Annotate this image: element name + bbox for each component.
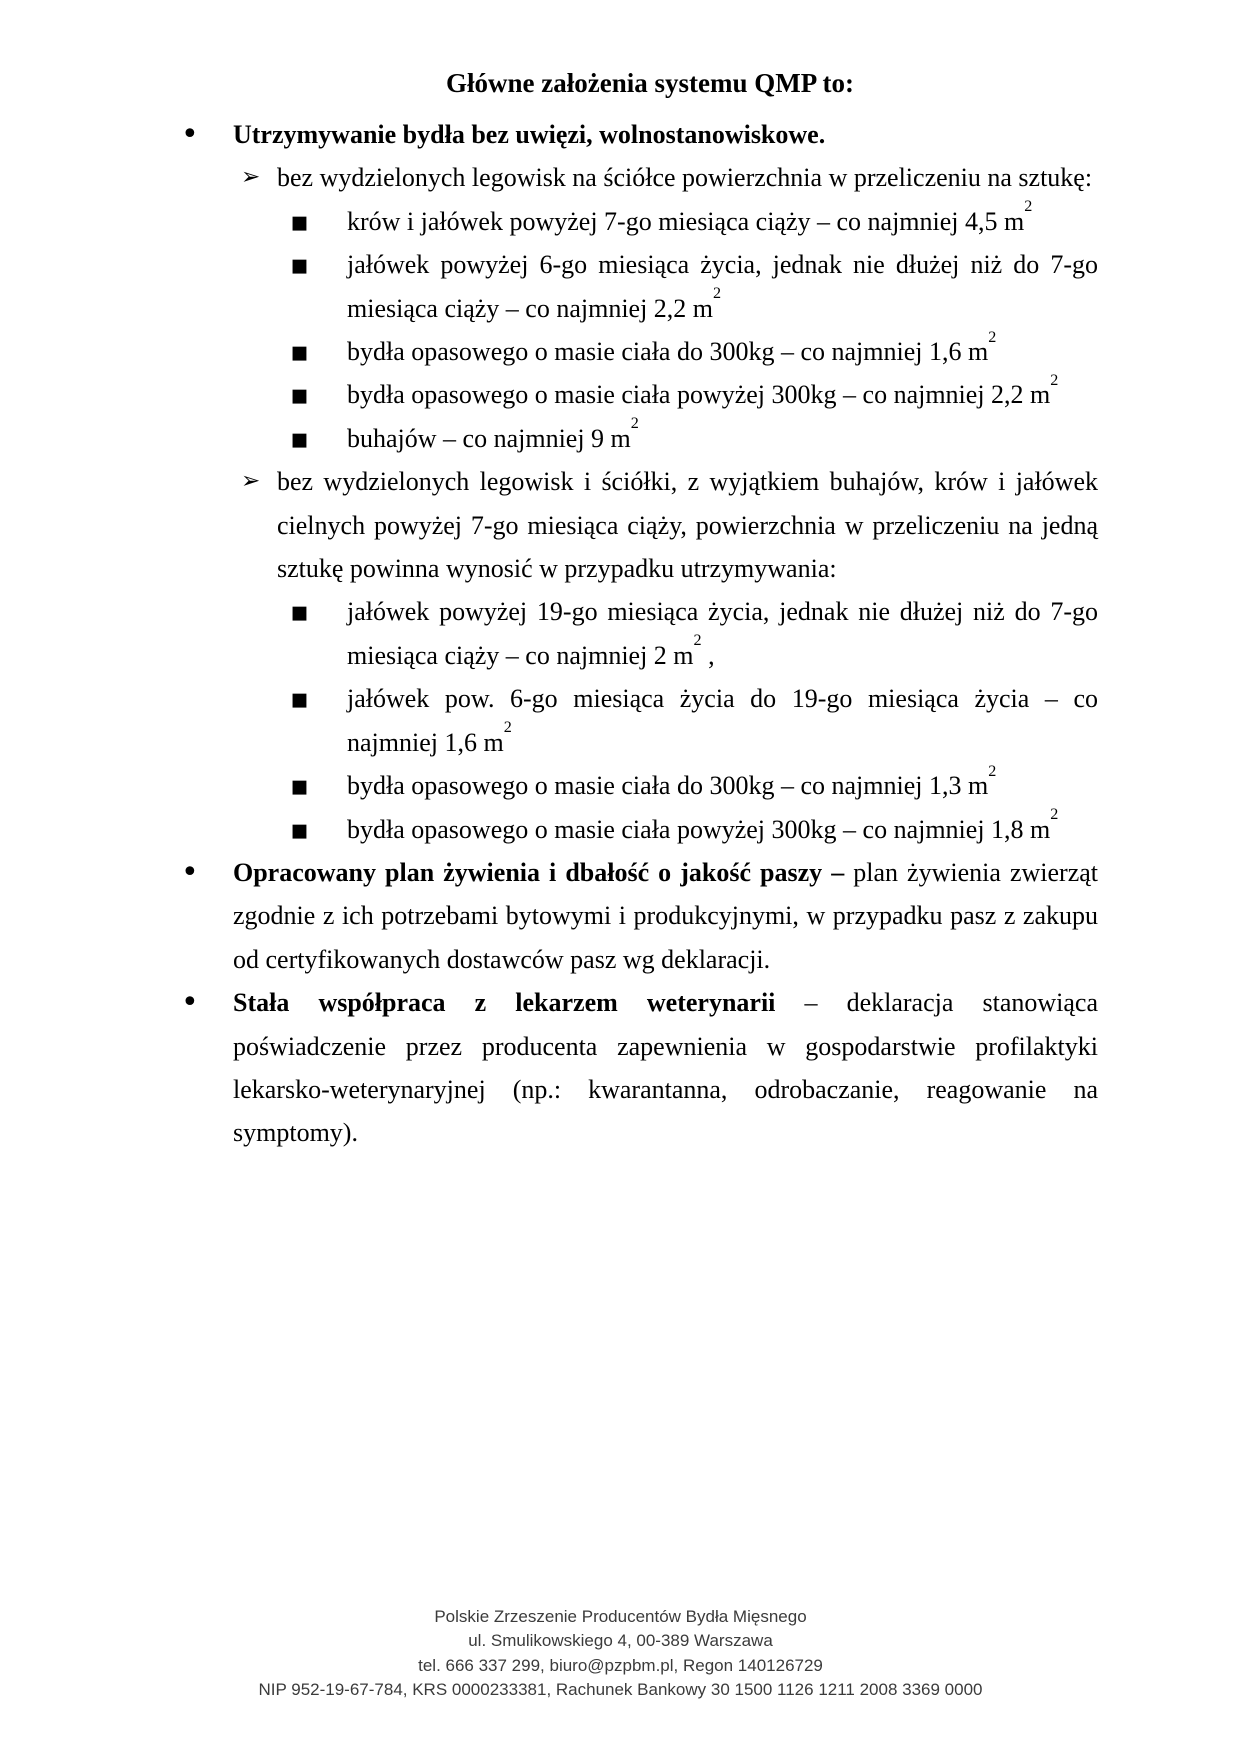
- list-item-text: [347, 198, 1033, 236]
- bullet-square-icon: ▪: [290, 378, 309, 412]
- bullet-square-icon: ▪: [290, 682, 309, 716]
- superscript-text: 2: [988, 762, 997, 780]
- bullet-square-icon: ▪: [290, 248, 309, 282]
- list-item: [290, 805, 1098, 851]
- text-segment: jałówek powyżej 6-go miesiąca życia, jednak nie dłużej niż do 7-go miesiąca ciąży – co najmniej 2,2 m: [347, 250, 1098, 323]
- list-item: [181, 851, 1098, 981]
- list-item: [241, 460, 1098, 590]
- list-item: [290, 328, 1098, 373]
- list-item: [290, 243, 1098, 330]
- superscript-text: 2: [713, 285, 722, 303]
- text-segment: jałówek powyżej 19-go miesiąca życia, jednak nie dłużej niż do 7-go miesiąca ciąży – co najmniej 2 m: [347, 597, 1098, 670]
- superscript-text: 2: [1050, 805, 1059, 823]
- list-item: [181, 981, 1098, 1155]
- list-item-text: [347, 805, 1059, 844]
- bullet-arrow-icon: ➢: [241, 164, 261, 191]
- bullet-square-icon: ▪: [290, 769, 309, 803]
- list-item: [290, 677, 1098, 764]
- list-item-text: [347, 597, 1098, 669]
- bullet-square-icon: ▪: [290, 812, 309, 846]
- text-segment: ,: [701, 640, 715, 670]
- text-segment: Stała współpraca z lekarzem weterynarii: [233, 988, 776, 1018]
- bullet-disc-icon: •: [181, 854, 199, 890]
- text-segment: bydła opasowego o masie ciała powyżej 300kg – co najmniej 1,8 m: [347, 814, 1051, 844]
- superscript-text: 2: [630, 415, 639, 433]
- list-item: [241, 156, 1098, 199]
- list-item-text: [347, 762, 997, 801]
- list-item-text: [233, 988, 1098, 1147]
- list-item-text: [277, 163, 1092, 192]
- list-item-text: [233, 858, 1098, 974]
- bullet-square-icon: ▪: [290, 204, 309, 238]
- superscript-text: 2: [693, 632, 702, 650]
- text-segment: buhajów – co najmniej 9 m: [347, 423, 631, 453]
- list-item: [290, 590, 1098, 677]
- bullet-arrow-icon: ➢: [241, 468, 261, 495]
- list-item-text: [347, 415, 639, 453]
- list-item: [290, 415, 1098, 460]
- list-item-text: [233, 120, 825, 149]
- list-item: [290, 371, 1098, 416]
- list-item: [290, 198, 1098, 243]
- list-item-text: [277, 467, 1098, 583]
- text-segment: bydła opasowego o masie ciała do 300kg – co najmniej 1,3 m: [347, 771, 989, 801]
- text-segment: bydła opasowego o masie ciała do 300kg – co najmniej 1,6 m: [347, 337, 989, 367]
- footer-line-registry: NIP 952-19-67-784, KRS 0000233381, Rachunek Bankowy 30 1500 1126 1211 2008 3369 0000: [258, 1680, 983, 1700]
- footer-line-contact: tel. 666 337 299, biuro@pzpbm.pl, Regon 140126729: [418, 1655, 823, 1675]
- superscript-text: 2: [1050, 371, 1059, 389]
- footer-line-organization: Polskie Zrzeszenie Producentów Bydła Mięsnego: [434, 1606, 807, 1626]
- bullet-disc-icon: •: [181, 985, 199, 1021]
- bullet-square-icon: ▪: [290, 421, 309, 455]
- text-segment: bydła opasowego o masie ciała powyżej 300kg – co najmniej 2,2 m: [347, 380, 1051, 410]
- bullet-square-icon: ▪: [290, 335, 309, 369]
- page-title: Główne założenia systemu QMP to:: [446, 68, 854, 98]
- superscript-text: 2: [1024, 198, 1033, 216]
- list-item-text: [347, 371, 1059, 410]
- list-item: [181, 113, 1098, 156]
- footer-line-address: ul. Smulikowskiego 4, 00-389 Warszawa: [468, 1631, 773, 1651]
- text-segment: krów i jałówek powyżej 7-go miesiąca ciąży – co najmniej 4,5 m: [347, 206, 1025, 236]
- list-item: [290, 762, 1098, 807]
- superscript-text: 2: [503, 719, 512, 737]
- text-segment: jałówek pow. 6-go miesiąca życia do 19-go miesiąca życia – co najmniej 1,6 m: [347, 684, 1098, 757]
- bullet-list: [0, 113, 1241, 1155]
- page-footer: [0, 1605, 1241, 1703]
- bullet-disc-icon: •: [181, 117, 199, 152]
- list-item-text: [347, 328, 997, 367]
- bullet-square-icon: ▪: [290, 595, 309, 629]
- text-segment: – deklaracja stanowiąca poświadczenie przez producenta zapewnienia w gospodarstwie profilaktyki lekarsko-weterynaryjnej (np.: kwarantanna, odrobaczanie, reagowanie na symptomy).: [233, 988, 1098, 1148]
- text-segment: bez wydzielonych legowisk i ściółki, z wyjątkiem buhajów, krów i jałówek cielnych powyżej 7-go miesiąca ciąży, powierzchnia w przeliczeniu na jedną sztukę powinna wynosić w przypadku utrzymywania:: [277, 467, 1098, 584]
- superscript-text: 2: [988, 328, 997, 346]
- text-segment: plan żywienia zwierząt zgodnie z ich potrzebami bytowymi i produkcyjnymi, w przypadku pasz z zakupu od certyfikowanych dostawców pasz wg deklaracji.: [233, 857, 1098, 974]
- text-segment: bez wydzielonych legowisk na ściółce powierzchnia w przeliczeniu na sztukę:: [277, 163, 1093, 193]
- list-item-text: [347, 684, 1098, 756]
- list-item-text: [347, 250, 1098, 322]
- text-segment: Utrzymywanie bydła bez uwięzi, wolnostanowiskowe.: [233, 120, 826, 149]
- text-segment: Opracowany plan żywienia i dbałość o jakość paszy –: [233, 857, 854, 887]
